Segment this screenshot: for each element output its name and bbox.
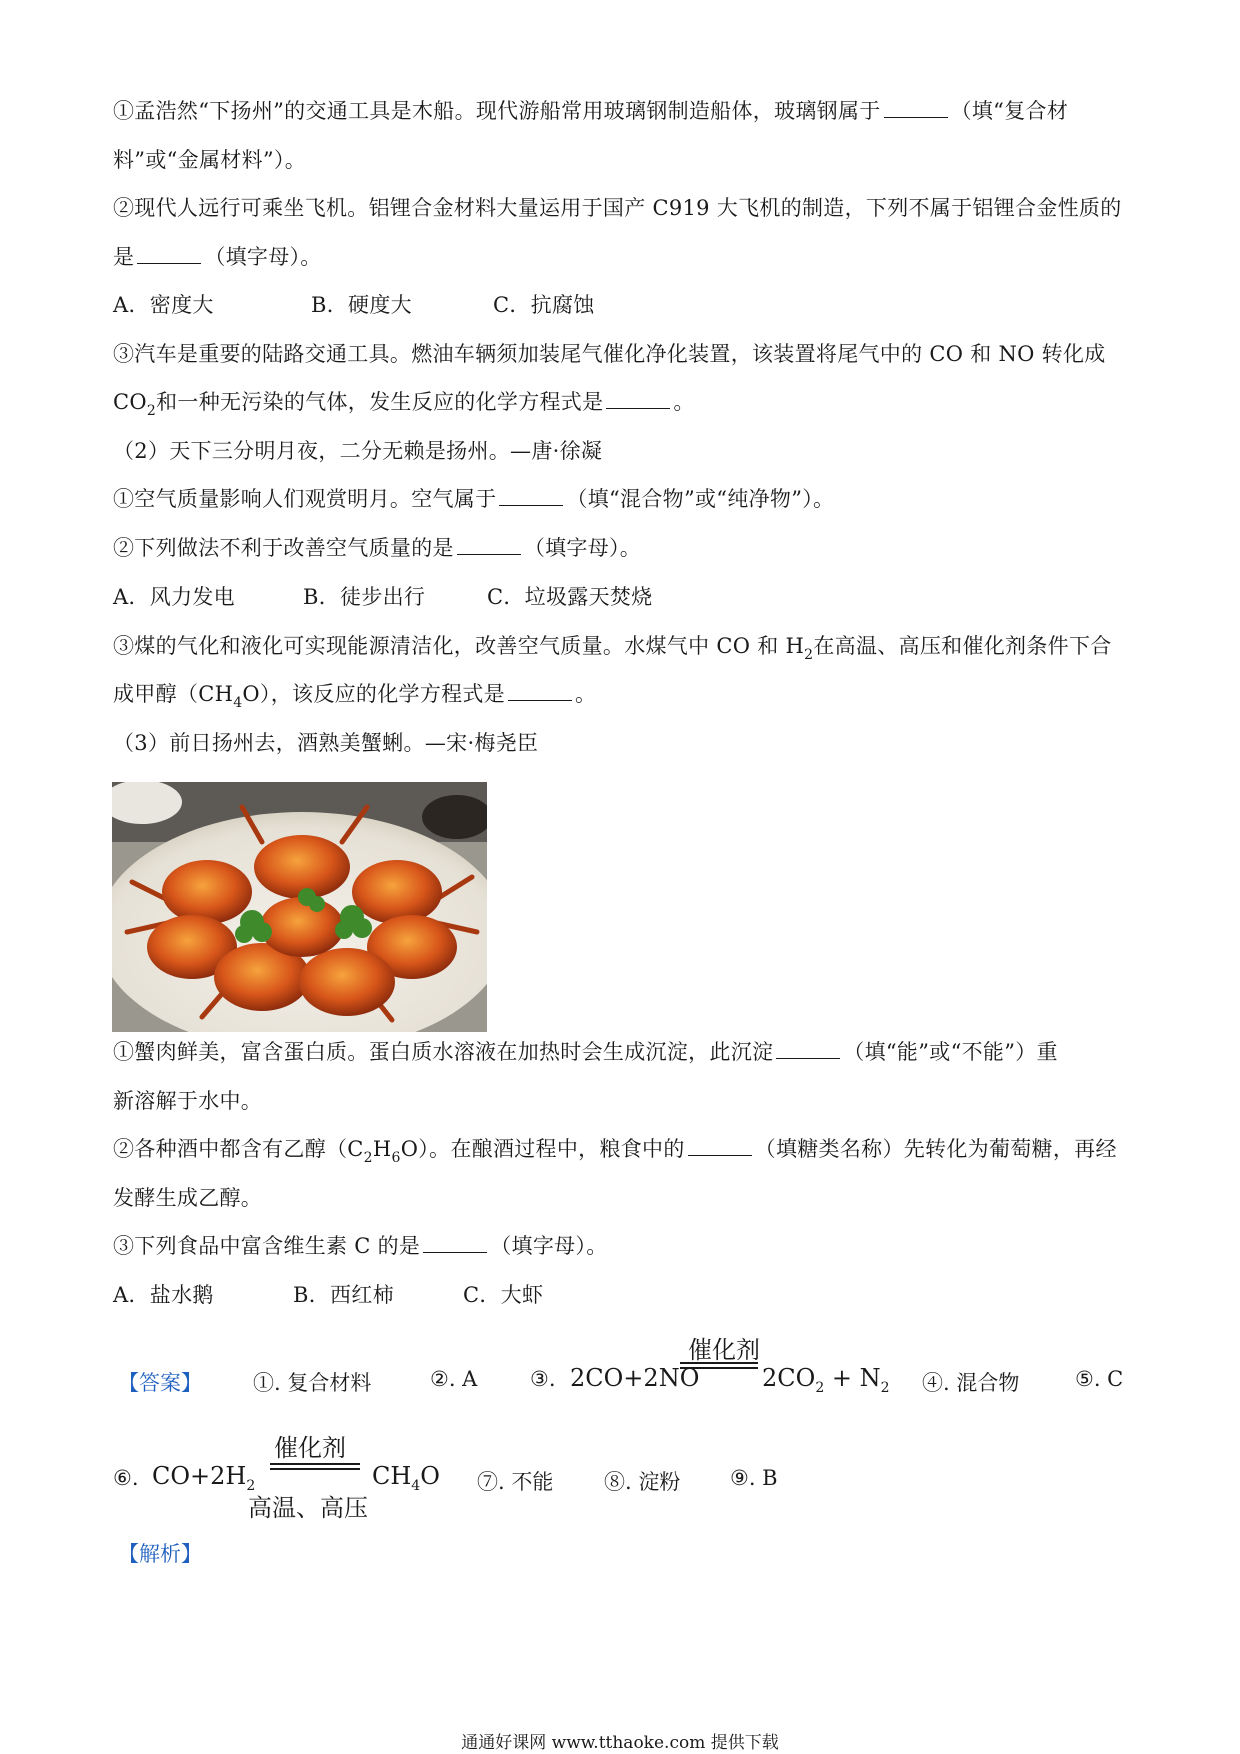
q1-line-2: 料”或“金属材料”）。 <box>113 148 307 172</box>
eq6-right <box>372 1462 440 1494</box>
q7-line-2: 新溶解于水中。 <box>113 1089 263 1113</box>
q1-text: ①孟浩然“下扬州”的交通工具是木船。现代游船常用玻璃钢制造船体，玻璃钢属于 <box>113 99 881 123</box>
option-a: A．密度大 <box>113 293 214 317</box>
q5-hint: （填字母）。 <box>523 536 642 560</box>
q9-hint: （填字母）。 <box>490 1234 608 1258</box>
equation-arrow <box>680 1362 758 1369</box>
q9-options <box>113 1280 1143 1310</box>
q3-line-2 <box>113 387 1143 420</box>
q8-line-1 <box>113 1134 1143 1167</box>
q7-hint: （填“能”或“不能”）重 <box>843 1040 1058 1064</box>
q2-text: 是 <box>113 245 135 269</box>
q2-hint: （填字母）。 <box>204 245 322 269</box>
q4-hint: （填“混合物”或“纯净物”）。 <box>566 487 835 511</box>
answer-blank <box>499 485 563 506</box>
q2-options <box>113 290 1143 320</box>
eq3-condition: 催化剂 <box>688 1336 760 1364</box>
subscript: 2 <box>804 647 814 663</box>
analysis-tag: 【解析】 <box>118 1542 202 1566</box>
subscript: 4 <box>233 695 243 711</box>
answer-blank <box>137 243 201 264</box>
section-2-heading: （2）天下三分明月夜，二分无赖是扬州。—唐·徐凝 <box>113 439 603 463</box>
q3-line-1: ③汽车是重要的陆路交通工具。燃油车辆须加装尾气催化净化装置，该装置将尾气中的 CO 和 NO 转化成 <box>113 342 1106 366</box>
q9-line <box>113 1231 1143 1261</box>
subscript: 2 <box>880 1380 890 1396</box>
eq6-condition-bottom: 高温、高压 <box>248 1494 368 1522</box>
formula-n: + N <box>824 1364 881 1392</box>
q1-hint: （填“复合材 <box>950 99 1069 123</box>
answer-blank <box>457 534 521 555</box>
q8-hint: （填糖类名称）先转化为葡萄糖，再经 <box>754 1137 1117 1161</box>
answer-5: ⑤. C <box>1075 1367 1124 1391</box>
period: 。 <box>575 682 597 706</box>
q1-line-1 <box>113 96 1143 126</box>
option-a: A．盐水鹅 <box>113 1283 214 1307</box>
answer-tag: 【答案】 <box>118 1371 202 1395</box>
equation-arrow <box>270 1463 360 1470</box>
eq3-left: 2CO+2NO <box>570 1364 700 1392</box>
eq6-left <box>152 1462 256 1494</box>
footer-text: 通通好课网 www.tthaoke.com 提供下载 <box>461 1733 779 1753</box>
formula-o: O <box>420 1462 440 1490</box>
subscript: 2 <box>815 1380 825 1396</box>
formula-co2: CO <box>113 390 147 414</box>
answer-blank <box>688 1135 752 1156</box>
q4-text: ①空气质量影响人们观赏明月。空气属于 <box>113 487 497 511</box>
q8-text: ②各种酒中都含有乙醇（C <box>113 1137 364 1161</box>
period: 。 <box>673 390 695 414</box>
answer-blank <box>776 1038 840 1059</box>
q8-text-cont: O）。在酿酒过程中，粮食中的 <box>400 1137 685 1161</box>
eq3-right <box>762 1364 890 1396</box>
option-b: B．徒步出行 <box>303 585 426 609</box>
option-c: C．垃圾露天焚烧 <box>487 585 653 609</box>
subscript: 2 <box>363 1150 373 1166</box>
answer-blank <box>423 1232 487 1253</box>
q6-line-1 <box>113 631 1143 664</box>
option-a: A．风力发电 <box>113 585 235 609</box>
answer-6-label: ⑥. <box>113 1466 139 1490</box>
q8-line-2: 发酵生成乙醇。 <box>113 1186 263 1210</box>
option-c: C．抗腐蚀 <box>493 293 595 317</box>
subscript: 6 <box>391 1150 401 1166</box>
q9-text: ③下列食品中富含维生素 C 的是 <box>113 1234 421 1258</box>
crab-photo <box>112 782 487 1032</box>
q5-options <box>113 582 1143 612</box>
answer-1: ①. 复合材料 <box>253 1371 372 1395</box>
answer-9: ⑨. B <box>730 1466 778 1490</box>
q2-line-2 <box>113 242 1143 272</box>
q6-text-cont: 在高温、高压和催化剂条件下合 <box>813 634 1112 658</box>
option-c: C．大虾 <box>463 1283 544 1307</box>
q4-line <box>113 484 1143 514</box>
formula-h: H <box>372 1137 392 1161</box>
formula-co-h2: CO+2H <box>152 1462 247 1490</box>
answer-3-label: ③. <box>530 1367 556 1391</box>
subscript: 2 <box>246 1478 256 1494</box>
section-3-heading: （3）前日扬州去，酒熟美蟹蜊。—宋·梅尧臣 <box>113 731 539 755</box>
q7-line-1 <box>113 1037 1143 1067</box>
answer-blank <box>884 97 948 118</box>
answer-2: ②. A <box>430 1367 478 1391</box>
q6-text: ③煤的气化和液化可实现能源清洁化，改善空气质量。水煤气中 CO 和 H <box>113 634 805 658</box>
q5-line <box>113 533 1143 563</box>
q6-line-2 <box>113 679 1143 712</box>
formula-co2: 2CO <box>762 1364 816 1392</box>
eq6-condition-top: 催化剂 <box>274 1434 346 1462</box>
q6-text: 成甲醇（CH <box>113 682 234 706</box>
answer-blank <box>508 680 572 701</box>
q3-text: 和一种无污染的气体，发生反应的化学方程式是 <box>156 390 604 414</box>
option-b: B．西红柿 <box>293 1283 394 1307</box>
subscript: 2 <box>146 403 157 419</box>
answer-7: ⑦. 不能 <box>477 1470 554 1494</box>
answer-4: ④. 混合物 <box>922 1371 1020 1395</box>
option-b: B．硬度大 <box>311 293 412 317</box>
q7-text: ①蟹肉鲜美，富含蛋白质。蛋白质水溶液在加热时会生成沉淀，此沉淀 <box>113 1040 774 1064</box>
q5-text: ②下列做法不利于改善空气质量的是 <box>113 536 454 560</box>
q2-line-1: ②现代人远行可乘坐飞机。铝锂合金材料大量运用于国产 C919 大飞机的制造，下列不属于铝锂合金性质的 <box>113 196 1122 220</box>
subscript: 4 <box>411 1478 421 1494</box>
q6-text-cont: O），该反应的化学方程式是 <box>242 682 506 706</box>
answer-blank <box>606 388 670 409</box>
answer-8: ⑧. 淀粉 <box>604 1470 681 1494</box>
formula-ch: CH <box>372 1462 412 1490</box>
